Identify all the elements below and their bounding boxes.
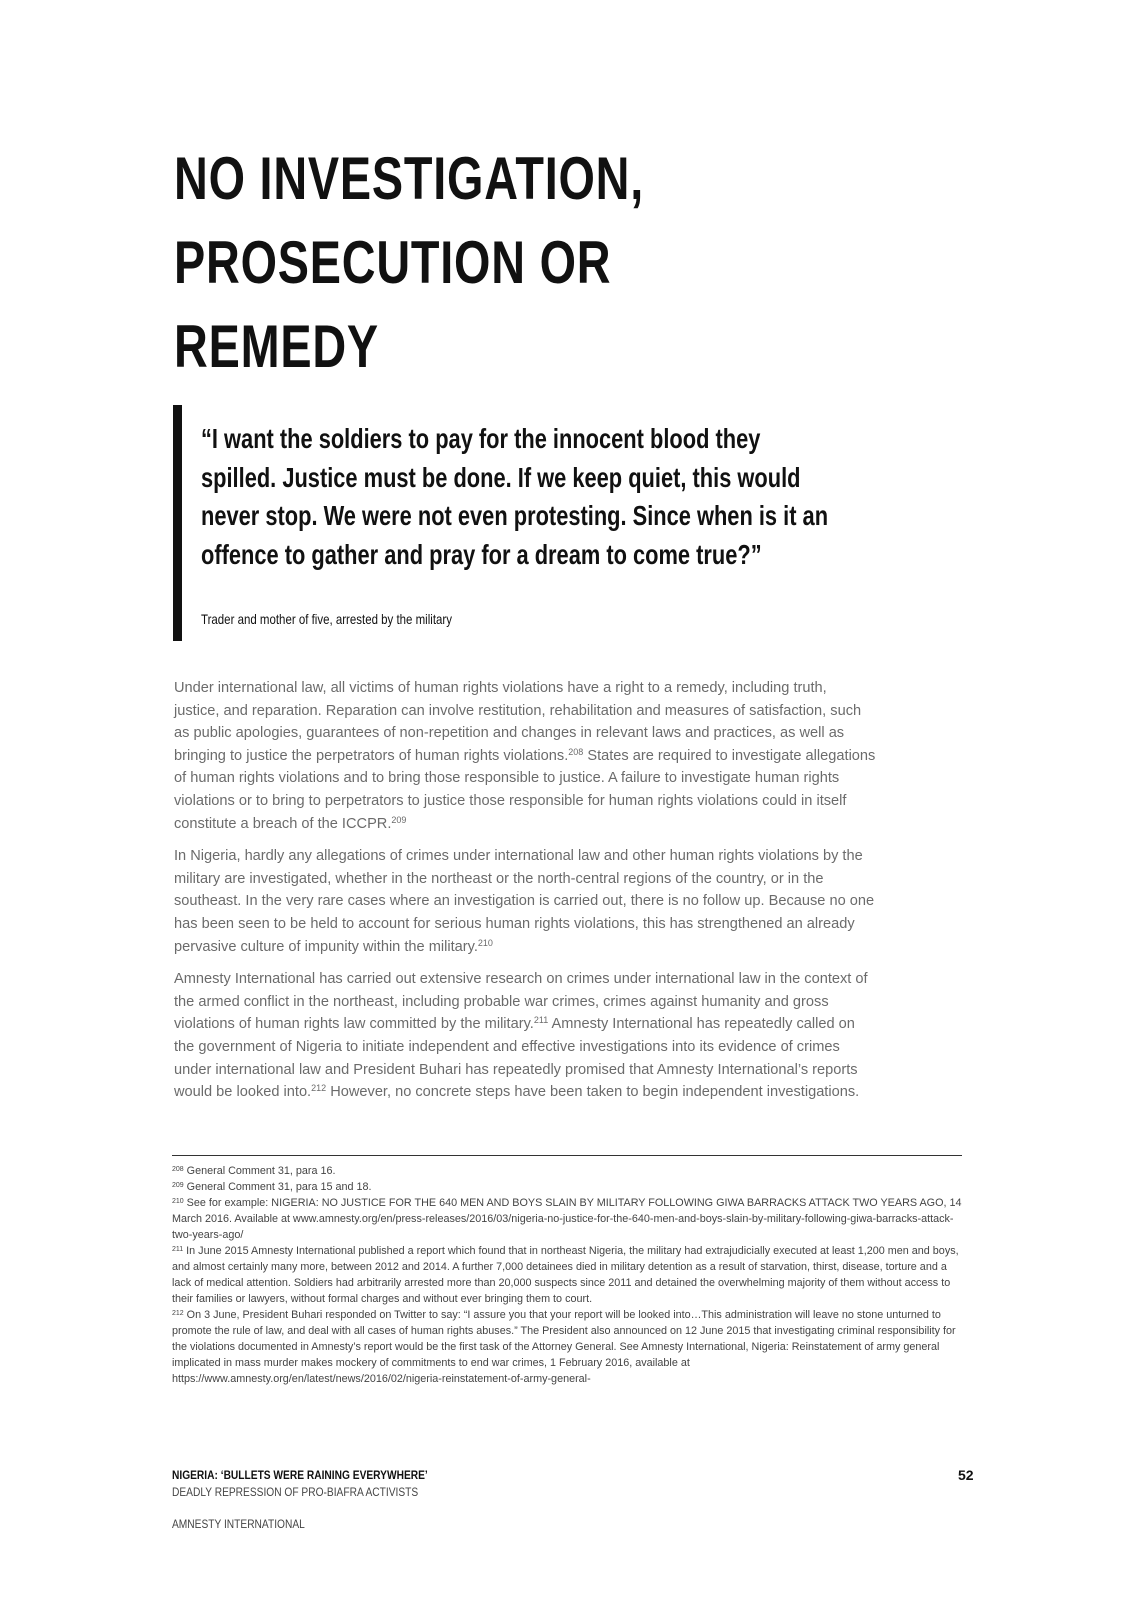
text-segment: bringing to justice the perpetrators of human rights violations. xyxy=(174,747,569,764)
page-footer xyxy=(172,1467,428,1533)
text-line xyxy=(174,813,954,836)
chapter-title-line: REMEDY xyxy=(174,313,379,380)
footnote-divider xyxy=(172,1155,962,1156)
text-line: has been seen to be held to account for serious human rights violations, this has strengthened an already xyxy=(174,915,855,932)
footnote-text: General Comment 31, para 16. xyxy=(183,1165,336,1177)
paragraph-remedy xyxy=(174,677,954,835)
footer-organization: AMNESTY INTERNATIONAL xyxy=(172,1517,305,1531)
footnote-number: 211 xyxy=(172,1246,184,1253)
pull-quote xyxy=(201,420,950,574)
footnote xyxy=(172,1307,962,1387)
text-segment: pervasive culture of impunity within the military. xyxy=(174,938,478,955)
text-line: violations or to bring to perpetrators to justice those responsible for human rights violations could in itself xyxy=(174,792,847,809)
text-line: justice, and reparation. Reparation can involve restitution, rehabilitation and measures of satisfaction, such xyxy=(174,702,862,719)
footnote-text: See for example: NIGERIA: NO JUSTICE FOR THE 640 MEN AND BOYS SLAIN BY MILITARY FOLLOWING GIWA BARRACKS ATTACK TWO YEARS AGO, 14 March 2016. Available at www.amnesty.org/en/press-releases/2016/03/nigeria-no-justice-for-the-640-men-and-boys-slain-by-military-following-giwa-barracks-attack-two-years-ago/ xyxy=(172,1197,962,1241)
footnote-ref-208[interactable]: 208 xyxy=(568,746,584,757)
text-line xyxy=(174,936,954,959)
footnote-ref-210[interactable]: 210 xyxy=(477,937,493,948)
footer-report-subtitle: DEADLY REPRESSION OF PRO-BIAFRA ACTIVISTS xyxy=(172,1484,419,1499)
body-text xyxy=(174,677,954,1114)
text-line xyxy=(174,745,954,768)
footnote xyxy=(172,1243,962,1307)
footnote-text: In June 2015 Amnesty International published a report which found that in northeast Nigeria, the military had extrajudicially executed at least 1,200 men and boys, and almost certainly many more, between 2012 and 2014. A further 7,000 detainees died in military detention as a result of starvation, thirst, disease, torture and a lack of medical attention. Soldiers had arbitrarily arrested more than 20,000 suspects since 2011 and detained the overwhelming majority of them without access to their families or lawyers, without formal charges and without ever bringing them to court. xyxy=(172,1245,959,1305)
page-number: 52 xyxy=(958,1467,974,1483)
footnote-number: 210 xyxy=(172,1198,184,1205)
text-line: under international law and President Buhari has repeatedly promised that Amnesty International’s reports xyxy=(174,1061,858,1078)
pull-quote-line: “I want the soldiers to pay for the innocent blood they xyxy=(201,423,761,454)
pull-quote-bar xyxy=(173,405,182,641)
footnote-ref-212[interactable]: 212 xyxy=(311,1083,327,1094)
chapter-title-line: NO INVESTIGATION, xyxy=(174,145,645,212)
text-line: the government of Nigeria to initiate independent and effective investigations into its evidence of crimes xyxy=(174,1038,840,1055)
text-segment: However, no concrete steps have been taken to begin independent investigations. xyxy=(326,1084,860,1101)
footnote xyxy=(172,1179,962,1195)
text-line: of human rights violations and to bring those responsible to justice. A failure to investigate human rights xyxy=(174,770,840,787)
text-segment: States are required to investigate allegations xyxy=(583,747,876,764)
chapter-title-line: PROSECUTION OR xyxy=(174,229,612,296)
paragraph-amnesty xyxy=(174,968,954,1104)
pull-quote-line: offence to gather and pray for a dream to come true?” xyxy=(201,538,762,570)
footer-report-title: NIGERIA: ‘BULLETS WERE RAINING EVERYWHERE’ xyxy=(172,1468,428,1482)
footnote-text: General Comment 31, para 15 and 18. xyxy=(183,1181,372,1193)
footnote-ref-209[interactable]: 209 xyxy=(391,814,407,825)
pull-quote-line: never stop. We were not even protesting. Since when is it an xyxy=(201,500,829,531)
footnote-text: On 3 June, President Buhari responded on Twitter to say: “I assure you that your report will be looked into…This administration will leave no stone unturned to promote the rule of law, and deal with all cases of human rights abuses.” The President also announced on 12 June 2015 that investigating criminal responsibility for the violations documented in Amnesty’s report would be the first task of the Attorney General. See Amnesty International, Nigeria: Reinstatement of army general implicated in mass murder makes mockery of commitments to end war crimes, 1 February 2016, available at https://www.amnesty.org/en/latest/news/2016/02/nigeria-reinstatement-of-army-general- xyxy=(172,1309,956,1385)
text-line xyxy=(174,1081,954,1104)
text-segment: violations of human rights law committed by the military. xyxy=(174,1016,534,1033)
text-line xyxy=(174,1013,954,1036)
text-line: southeast. In the very rare cases where an investigation is carried out, there is no follow up. Because no one xyxy=(174,893,875,910)
footnote xyxy=(172,1163,962,1179)
text-segment: constitute a breach of the ICCPR. xyxy=(174,815,392,832)
text-line: as public apologies, guarantees of non-repetition and changes in relevant laws and practices, as well as xyxy=(174,725,845,742)
text-segment: Amnesty International has repeatedly called on xyxy=(548,1016,855,1033)
footnotes xyxy=(172,1163,962,1387)
chapter-title xyxy=(174,137,798,389)
text-segment: would be looked into. xyxy=(174,1084,312,1101)
pull-quote-line: spilled. Justice must be done. If we keep quiet, this would xyxy=(201,461,801,493)
text-line: military are investigated, whether in the northeast or the north-central regions of the country, or in the xyxy=(174,870,824,887)
footnote-number: 212 xyxy=(172,1310,184,1317)
text-line: In Nigeria, hardly any allegations of crimes under international law and other human rights violations by the xyxy=(174,848,863,865)
footnote-number: 209 xyxy=(172,1182,184,1189)
text-line: Amnesty International has carried out extensive research on crimes under international law in the context of xyxy=(174,971,868,988)
paragraph-nigeria xyxy=(174,845,954,958)
text-line: the armed conflict in the northeast, including probable war crimes, crimes against humanity and gross xyxy=(174,993,829,1010)
footnote-ref-211[interactable]: 211 xyxy=(533,1015,549,1026)
footnote-number: 208 xyxy=(172,1166,184,1173)
footnote xyxy=(172,1195,962,1243)
quote-attribution: Trader and mother of five, arrested by the military xyxy=(201,611,452,627)
text-line: Under international law, all victims of human rights violations have a right to a remedy, including truth, xyxy=(174,680,827,696)
